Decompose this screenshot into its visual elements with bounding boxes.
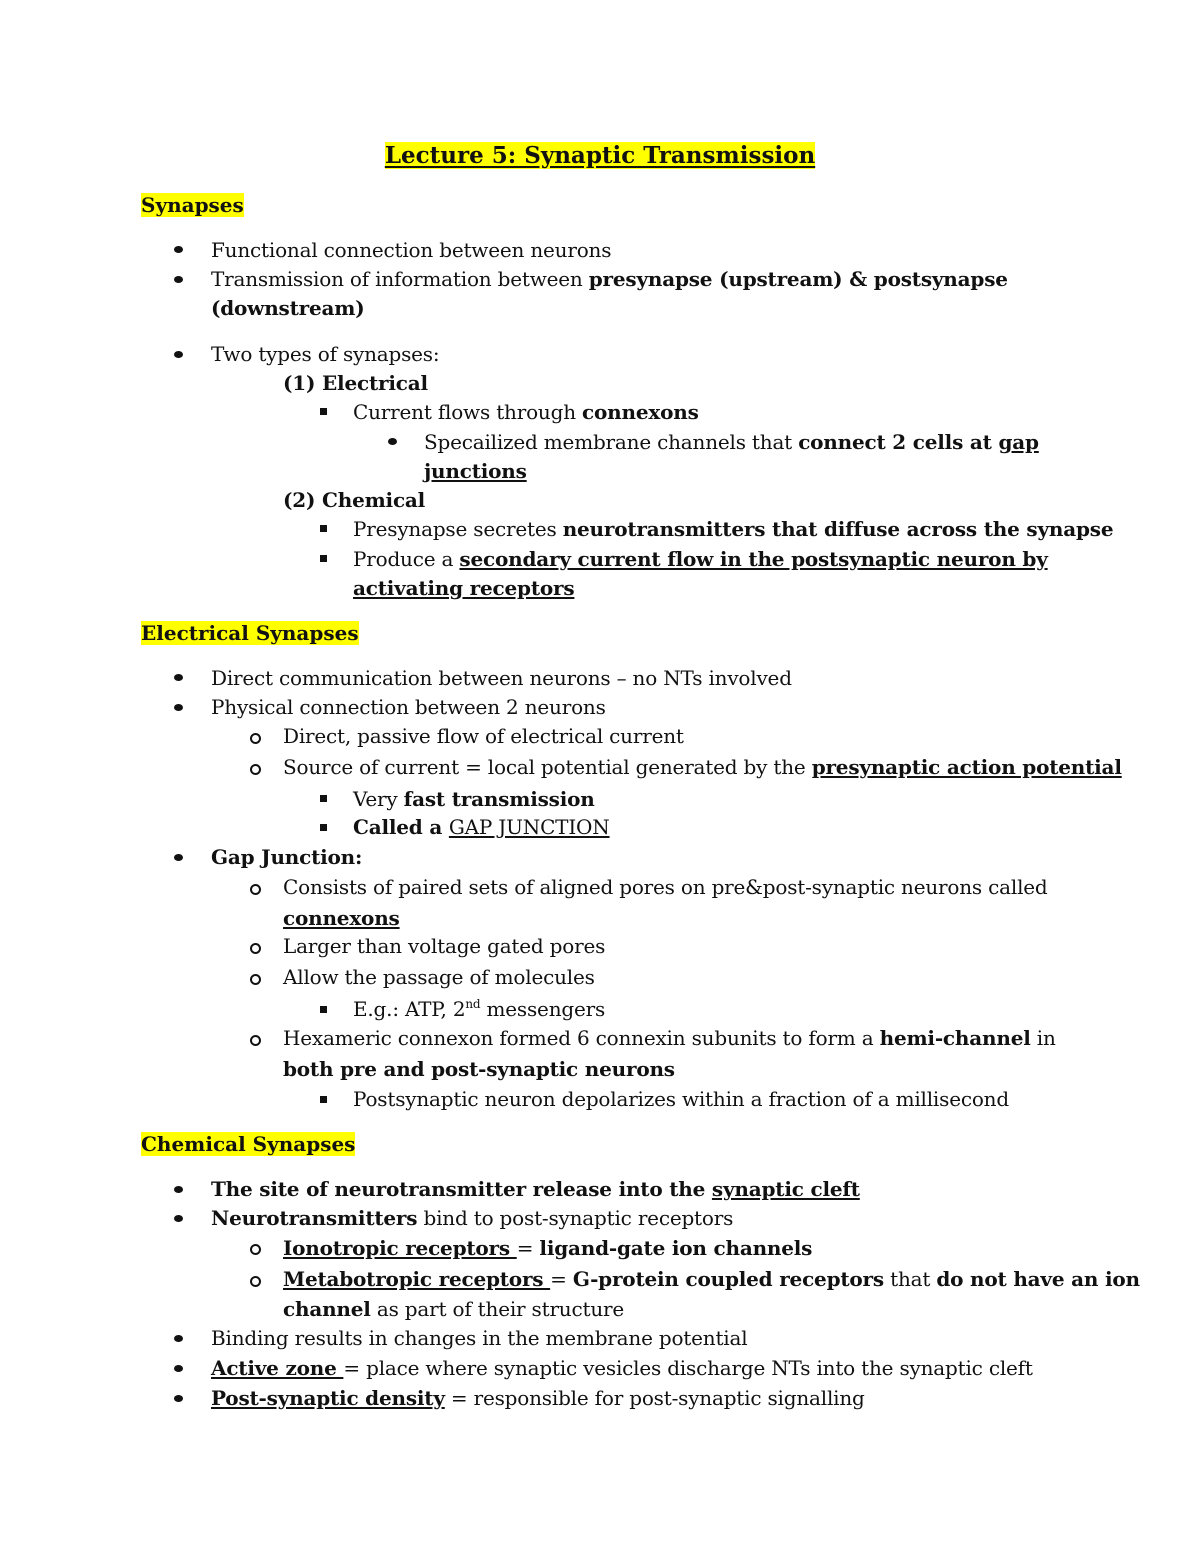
bullet-icon <box>174 1186 183 1193</box>
list-item: Source of current = local potential generated by the presynaptic action potential <box>283 755 1122 779</box>
bullet-icon <box>388 438 397 445</box>
square-bullet-icon <box>320 824 327 831</box>
list-item: Binding results in changes in the membrane potential <box>211 1326 748 1350</box>
square-bullet-icon <box>320 795 327 802</box>
list-item: Specailized membrane channels that connect 2 cells at gap <box>424 430 1039 454</box>
bullet-icon <box>174 351 183 358</box>
page-title: Lecture 5: Synaptic Transmission <box>384 142 816 169</box>
list-item: E.g.: ATP, 2nd messengers <box>353 997 606 1021</box>
list-item: Very fast transmission <box>353 787 595 811</box>
square-bullet-icon <box>320 1096 327 1103</box>
list-item: Direct, passive flow of electrical current <box>283 724 684 748</box>
list-item: The site of neurotransmitter release into the synaptic cleft <box>211 1177 860 1201</box>
list-item-continuation: both pre and post-synaptic neurons <box>283 1057 675 1081</box>
list-item: Metabotropic receptors = G-protein coupled receptors that do not have an ion <box>283 1267 1140 1291</box>
bullet-icon <box>174 1365 183 1372</box>
list-item: Physical connection between 2 neurons <box>211 695 606 719</box>
list-item-continuation: (downstream) <box>211 296 365 320</box>
bullet-icon <box>174 276 183 283</box>
circle-bullet-icon <box>250 764 261 775</box>
bullet-icon <box>174 704 183 711</box>
list-item: Active zone = place where synaptic vesicles discharge NTs into the synaptic cleft <box>211 1356 1033 1380</box>
heading-synapses: Synapses <box>141 193 244 217</box>
list-item: Presynapse secretes neurotransmitters that diffuse across the synapse <box>353 517 1114 541</box>
square-bullet-icon <box>320 525 327 532</box>
list-item: Current flows through connexons <box>353 400 699 424</box>
list-item-continuation: junctions <box>424 459 527 483</box>
circle-bullet-icon <box>250 733 261 744</box>
square-bullet-icon <box>320 408 327 415</box>
list-item: Two types of synapses: <box>211 342 440 366</box>
circle-bullet-icon <box>250 1276 261 1287</box>
list-item: Hexameric connexon formed 6 connexin subunits to form a hemi-channel in <box>283 1026 1056 1050</box>
list-item-continuation: channel as part of their structure <box>283 1297 624 1321</box>
circle-bullet-icon <box>250 943 261 954</box>
list-item: Neurotransmitters bind to post-synaptic receptors <box>211 1206 734 1230</box>
circle-bullet-icon <box>250 1035 261 1046</box>
bullet-icon <box>174 1335 183 1342</box>
circle-bullet-icon <box>250 974 261 985</box>
list-item-continuation: activating receptors <box>353 576 575 600</box>
list-item: Called a GAP JUNCTION <box>353 815 610 839</box>
bullet-icon <box>174 246 183 253</box>
circle-bullet-icon <box>250 1244 261 1255</box>
list-item: Transmission of information between presynapse (upstream) & postsynapse <box>211 267 1008 291</box>
square-bullet-icon <box>320 1006 327 1013</box>
list-item: Produce a secondary current flow in the postsynaptic neuron by <box>353 547 1048 571</box>
list-item: (1) Electrical <box>283 371 428 395</box>
bullet-icon <box>174 1395 183 1402</box>
list-item: Allow the passage of molecules <box>283 965 595 989</box>
list-item: Ionotropic receptors = ligand-gate ion channels <box>283 1236 813 1260</box>
circle-bullet-icon <box>250 884 261 895</box>
heading-chemical-synapses: Chemical Synapses <box>141 1132 356 1156</box>
list-item: Functional connection between neurons <box>211 238 612 262</box>
heading-electrical-synapses: Electrical Synapses <box>141 621 359 645</box>
list-item: (2) Chemical <box>283 488 426 512</box>
list-item: Direct communication between neurons – no NTs involved <box>211 666 792 690</box>
bullet-icon <box>174 674 183 681</box>
list-item: Post-synaptic density = responsible for post-synaptic signalling <box>211 1386 865 1410</box>
list-item: Larger than voltage gated pores <box>283 934 606 958</box>
list-item: Consists of paired sets of aligned pores on pre&post-synaptic neurons called <box>283 875 1048 899</box>
list-item-continuation: connexons <box>283 906 400 930</box>
list-item: Gap Junction: <box>211 845 363 869</box>
square-bullet-icon <box>320 555 327 562</box>
bullet-icon <box>174 1215 183 1222</box>
list-item: Postsynaptic neuron depolarizes within a fraction of a millisecond <box>353 1087 1009 1111</box>
bullet-icon <box>174 854 183 861</box>
